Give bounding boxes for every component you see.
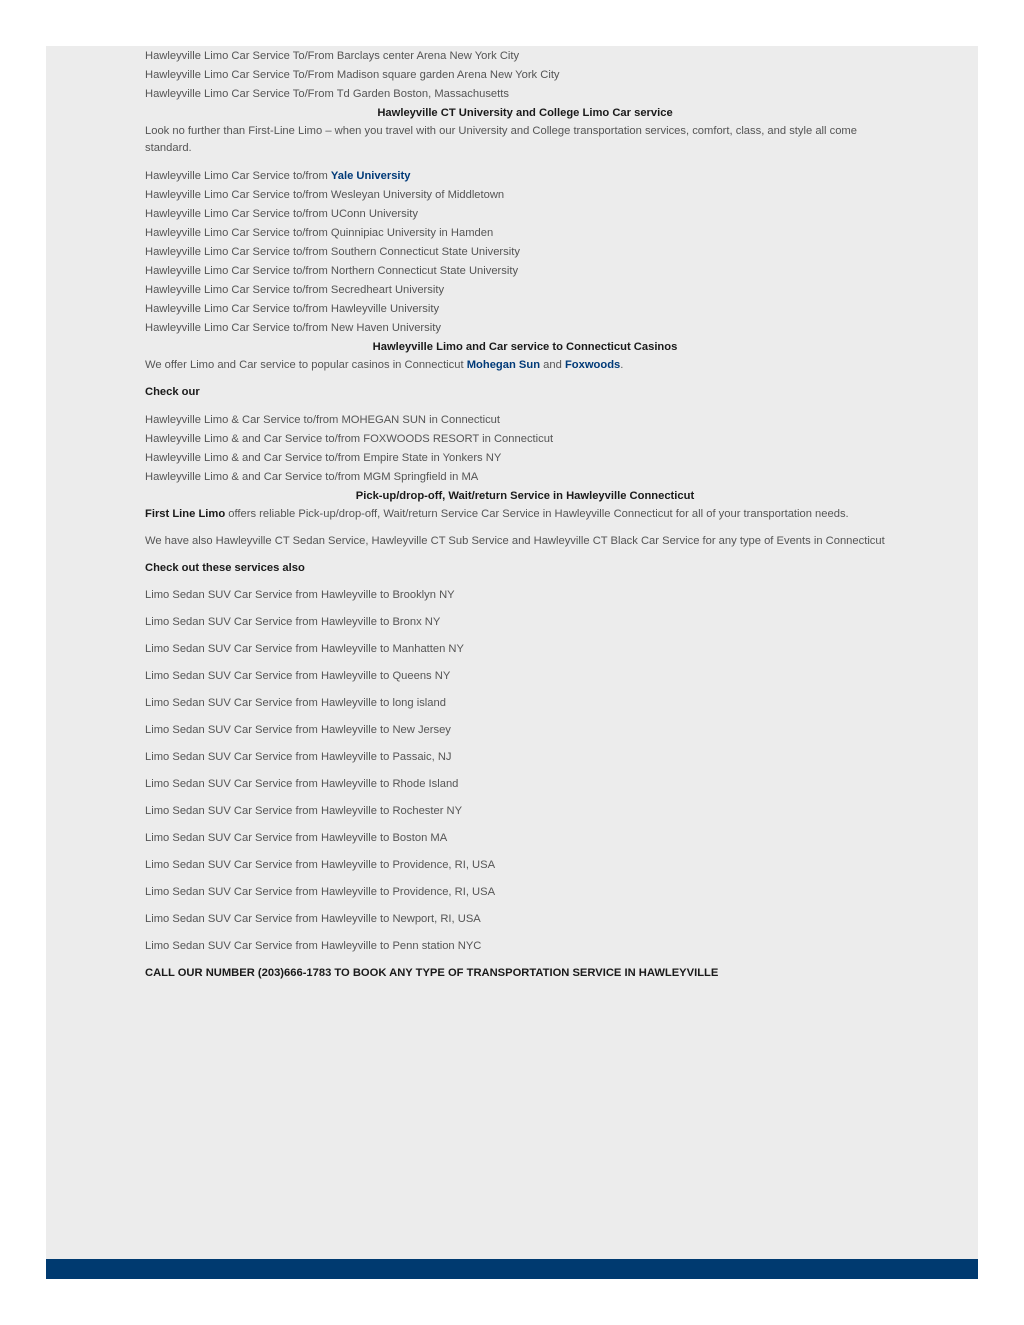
service-item: Limo Sedan SUV Car Service from Hawleyville to Providence, RI, USA: [145, 886, 496, 898]
university-line-prefix: Hawleyville Limo Car Service to/from: [145, 170, 331, 182]
service-item: Limo Sedan SUV Car Service from Hawleyville to Bronx NY: [145, 616, 441, 628]
also-services-text: We have also Hawleyville CT Sedan Service, Hawleyville CT Sub Service and Hawleyville CT Black Car Service for any type of Events in Connecticut: [145, 535, 885, 547]
arena-line: Hawleyville Limo Car Service To/From Madison square garden Arena New York City: [145, 69, 560, 81]
page-panel: [46, 46, 978, 1279]
university-line-yale: [145, 167, 905, 186]
university-line: Hawleyville Limo Car Service to/from Secredheart University: [145, 284, 445, 296]
casino-line: Hawleyville Limo & and Car Service to/from FOXWOODS RESORT in Connecticut: [145, 433, 554, 445]
foxwoods-link[interactable]: Foxwoods: [564, 359, 621, 371]
service-item: Limo Sedan SUV Car Service from Hawleyville to Rochester NY: [145, 805, 463, 817]
service-item: Limo Sedan SUV Car Service from Hawleyville to Newport, RI, USA: [145, 913, 481, 925]
university-line: Hawleyville Limo Car Service to/from Southern Connecticut State University: [145, 246, 520, 258]
casinos-heading: Hawleyville Limo and Car service to Connecticut Casinos: [372, 341, 678, 353]
casinos-and-text: and: [540, 359, 565, 371]
check-out-services-label: Check out these services also: [145, 562, 305, 574]
service-item: Limo Sedan SUV Car Service from Hawleyville to Passaic, NJ: [145, 751, 452, 763]
brand-name: First Line Limo: [145, 508, 226, 520]
pickup-text: [145, 506, 905, 523]
check-our-label: Check our: [145, 386, 200, 398]
casinos-intro-text: We offer Limo and Car service to popular casinos in Connecticut: [145, 359, 467, 371]
page-content: [145, 46, 905, 982]
call-to-action: CALL OUR NUMBER (203)666-1783 TO BOOK ANY TYPE OF TRANSPORTATION SERVICE IN HAWLEYVILLE: [145, 967, 719, 979]
service-item: Limo Sedan SUV Car Service from Hawleyville to Penn station NYC: [145, 940, 482, 952]
casino-line: Hawleyville Limo & Car Service to/from MOHEGAN SUN in Connecticut: [145, 414, 500, 426]
mohegan-sun-link[interactable]: Mohegan Sun: [466, 359, 541, 371]
services-list: [145, 587, 905, 955]
university-heading: Hawleyville CT University and College Limo Car service: [377, 107, 673, 119]
service-item: Limo Sedan SUV Car Service from Hawleyville to Rhode Island: [145, 778, 459, 790]
service-item: Limo Sedan SUV Car Service from Hawleyville to Queens NY: [145, 670, 451, 682]
university-line: Hawleyville Limo Car Service to/from New Haven University: [145, 322, 441, 334]
service-item: Limo Sedan SUV Car Service from Hawleyville to Boston MA: [145, 832, 448, 844]
university-intro: Look no further than First-Line Limo – when you travel with our University and College transportation services, comfort, class, and style all come standard.: [145, 125, 857, 154]
service-item: Limo Sedan SUV Car Service from Hawleyville to New Jersey: [145, 724, 451, 736]
casino-line: Hawleyville Limo & and Car Service to/from Empire State in Yonkers NY: [145, 452, 502, 464]
university-line: Hawleyville Limo Car Service to/from Hawleyville University: [145, 303, 440, 315]
service-item: Limo Sedan SUV Car Service from Hawleyville to long island: [145, 697, 446, 709]
pickup-heading: Pick-up/drop-off, Wait/return Service in Hawleyville Connecticut: [355, 490, 695, 502]
casinos-intro: [145, 357, 905, 374]
arena-line: Hawleyville Limo Car Service To/From Td Garden Boston, Massachusetts: [145, 88, 509, 100]
university-line: Hawleyville Limo Car Service to/from UConn University: [145, 208, 418, 220]
arena-line: Hawleyville Limo Car Service To/From Barclays center Arena New York City: [145, 50, 520, 62]
casinos-period: .: [620, 359, 624, 371]
yale-university-link[interactable]: Yale University: [330, 170, 411, 182]
pickup-description: offers reliable Pick-up/drop-off, Wait/return Service Car Service in Hawleyville Connecticut for all of your transportation needs.: [225, 508, 849, 520]
service-item: Limo Sedan SUV Car Service from Hawleyville to Brooklyn NY: [145, 589, 455, 601]
university-line: Hawleyville Limo Car Service to/from Northern Connecticut State University: [145, 265, 519, 277]
university-line: Hawleyville Limo Car Service to/from Wesleyan University of Middletown: [145, 189, 505, 201]
casino-line: Hawleyville Limo & and Car Service to/from MGM Springfield in MA: [145, 471, 479, 483]
university-line: Hawleyville Limo Car Service to/from Quinnipiac University in Hamden: [145, 227, 494, 239]
service-item: Limo Sedan SUV Car Service from Hawleyville to Manhatten NY: [145, 643, 464, 655]
footer-bar: [46, 1259, 978, 1279]
service-item: Limo Sedan SUV Car Service from Hawleyville to Providence, RI, USA: [145, 859, 496, 871]
